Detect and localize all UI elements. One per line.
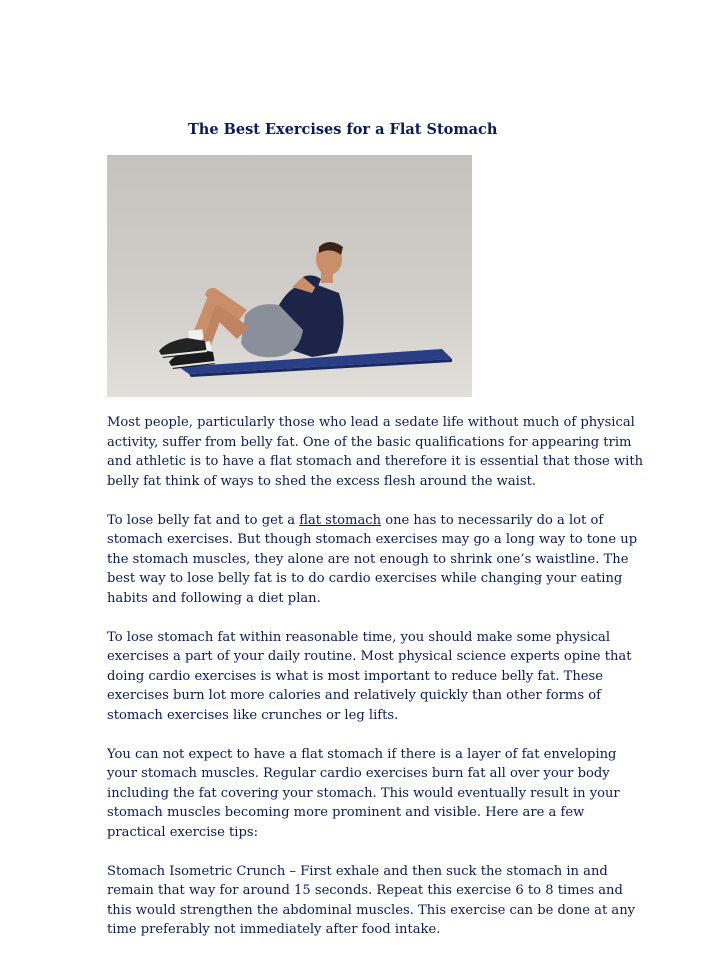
flat-stomach-link[interactable]: flat stomach: [299, 512, 382, 528]
paragraph-2-before: To lose belly fat and to get a: [107, 512, 300, 528]
paragraph-5: Stomach Isometric Crunch – First exhale and then suck the stomach in and remain that way for around 15 seconds. Repeat this exercise 6 to 8 times and this would strengthen the abdominal muscles. This exercise can be done at any time preferably not immediately after food intake.: [107, 863, 636, 937]
article-body: [107, 413, 647, 959]
paragraph-4: You can not expect to have a flat stomach if there is a layer of fat enveloping your stomach muscles. Regular cardio exercises burn fat all over your body including the fat covering your stomach. This would eventually result in your stomach muscles becoming more prominent and visible. Here are a few practical exercise tips:: [107, 746, 620, 840]
paragraph-2-after: one has to necessarily do a lot of stomach exercises. But though stomach exercises may go a long way to tone up the stomach muscles, they alone are not enough to shrink one’s waistline. The best way to lose belly fat is to do cardio exercises while changing your eating habits and following a diet plan.: [107, 512, 638, 606]
paragraph-2: [107, 511, 647, 609]
page-title: The Best Exercises for a Flat Stomach: [188, 121, 498, 138]
paragraph-1: Most people, particularly those who lead a sedate life without much of physical activity, suffer from belly fat. One of the basic qualifications for appearing trim and athletic is to have a flat stomach and therefore it is essential that those with belly fat think of ways to shed the excess flesh around the waist.: [107, 415, 644, 489]
exercise-photo: [107, 155, 472, 397]
paragraph-3: To lose stomach fat within reasonable time, you should make some physical exercises a part of your daily routine. Most physical science experts opine that doing cardio exercises is what is most important to reduce belly fat. These exercises burn lot more calories and relatively quickly than other forms of stomach exercises like crunches or leg lifts.: [107, 629, 632, 723]
